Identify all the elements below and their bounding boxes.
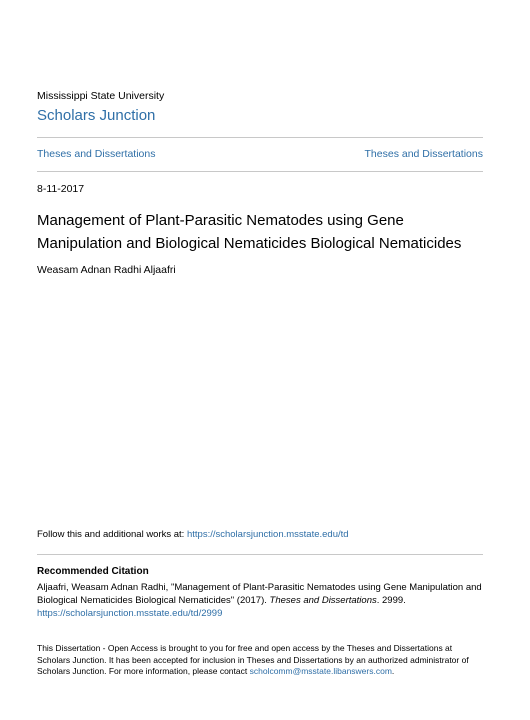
- institution-name: Mississippi State University: [37, 90, 165, 102]
- divider: [37, 137, 483, 138]
- access-statement: [37, 643, 487, 678]
- citation-series: Theses and Dissertations: [269, 595, 377, 606]
- access-statement-text: This Dissertation - Open Access is brought to you for free and open access by the Theses and Dissertations at Scholars Junction. It has been accepted for inclusion in Theses and Dissertations by an authorized administrator of Scholars Junction. For more information, please contact: [37, 643, 469, 676]
- document-title: Management of Plant-Parasitic Nematodes using Gene Manipulation and Biological Nematicides Biological Nematicides: [37, 212, 462, 252]
- citation-number: . 2999.: [376, 595, 406, 606]
- collection-link-left[interactable]: Theses and Dissertations: [37, 148, 156, 160]
- citation-body: Aljaafri, Weasam Adnan Radhi, "Management of Plant-Parasitic Nematodes using Gene Manipulation and Biological Nematicides Biological Nematicides" (2017).: [37, 582, 482, 606]
- contact-email-link[interactable]: scholcomm@msstate.libanswers.com: [249, 666, 392, 676]
- divider: [37, 554, 483, 555]
- recommended-citation-heading: Recommended Citation: [37, 566, 149, 577]
- citation-text: [37, 581, 487, 620]
- divider: [37, 171, 483, 172]
- author-name: Weasam Adnan Radhi Aljaafri: [37, 264, 176, 276]
- collection-link-right[interactable]: Theses and Dissertations: [364, 148, 483, 160]
- publication-date: 8-11-2017: [37, 183, 85, 195]
- follow-text: Follow this and additional works at:: [37, 529, 187, 540]
- citation-link[interactable]: https://scholarsjunction.msstate.edu/td/2999: [37, 608, 223, 619]
- access-statement-end: .: [391, 666, 395, 676]
- follow-link[interactable]: https://scholarsjunction.msstate.edu/td: [186, 529, 349, 540]
- follow-line: [37, 529, 349, 540]
- repository-name[interactable]: Scholars Junction: [37, 107, 156, 124]
